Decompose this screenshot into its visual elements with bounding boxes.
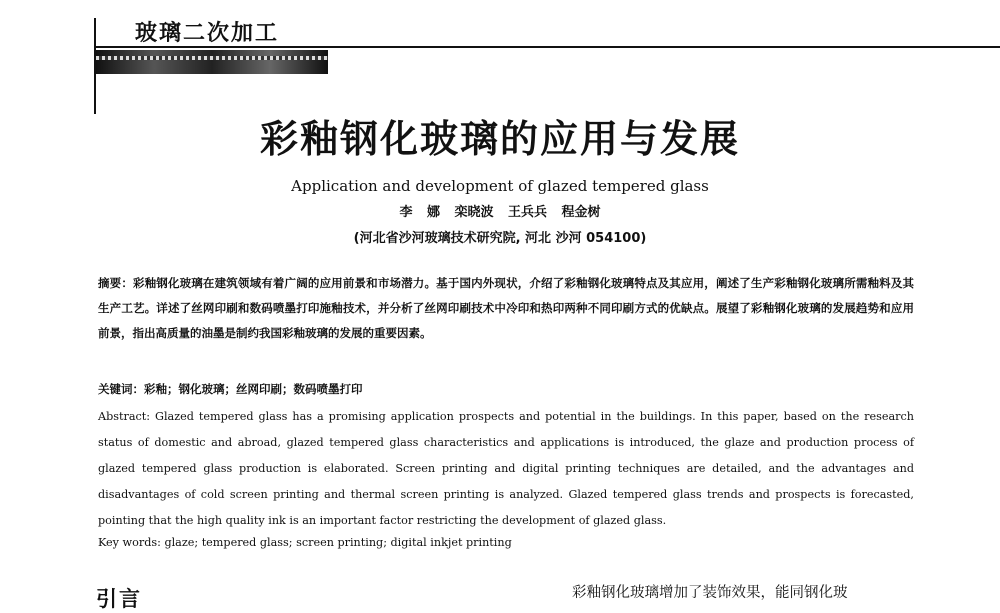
section-rule	[94, 46, 1000, 48]
article-title-en: Application and development of glazed tempered glass	[291, 177, 709, 195]
body-text-fragment: 彩釉钢化玻璃增加了装饰效果，能同钢化玻	[572, 585, 848, 601]
intro-heading: 引言	[96, 587, 142, 611]
abstract-zh: 摘要：彩釉钢化玻璃在建筑领域有着广阔的应用前景和市场潜力。基于国内外现状，介绍了彩釉钢化玻璃特点及其应用，阐述了生产彩釉钢化玻璃所需釉料及其生产工艺。详述了丝网印刷和数码喷墨打印施釉技术，并分析了丝网印刷技术中冷印和热印两种不同印刷方式的优缺点。展望了彩釉钢化玻璃的发展趋势和应用前景，指出高质量的油墨是制约我国彩釉玻璃的发展的重要因素。	[98, 276, 914, 340]
keywords-zh: 关键词：彩釉；钢化玻璃；丝网印刷；数码喷墨打印	[98, 382, 363, 396]
author-list: 李 娜 栾晓波 王兵兵 程金树	[399, 205, 601, 220]
keywords-en: Key words: glaze; tempered glass; screen printing; digital inkjet printing	[98, 536, 512, 549]
affiliation: (河北省沙河玻璃技术研究院, 河北 沙河 054100)	[353, 231, 647, 246]
section-label: 玻璃二次加工	[135, 21, 280, 46]
abstract-en: Abstract: Glazed tempered glass has a promising application prospects and potential in the buildings. In this paper, based on the research status of domestic and abroad, glazed tempered glass characteristics and applications is introduced, the glaze and production process of glazed tempered glass production is elaborated. Screen printing and digital printing techniques are detailed, and the advantages and disadvantages of cold screen printing and thermal screen printing is analyzed. Glazed tempered glass trends and prospects is forecasted, pointing that the high quality ink is an important factor restricting the development of glazed glass.	[98, 410, 914, 527]
scan-artifact-bar	[96, 50, 328, 74]
article-title: 彩釉钢化玻璃的应用与发展	[259, 117, 740, 161]
